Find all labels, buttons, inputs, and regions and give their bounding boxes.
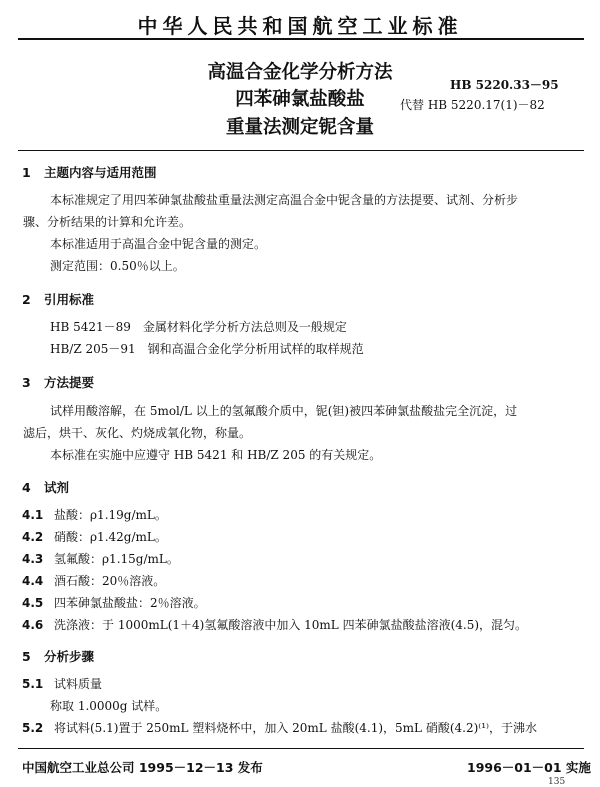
effective-date: 1996－01－01 实施 [467,760,591,775]
item-number: 5.1 [22,677,44,691]
item-number: 5.2 [22,721,44,735]
item-text: 将试料(5.1)置于 250mL 塑料烧杯中，加入 20mL 盐酸(4.1)，5mL 硝酸(4.2)⁽¹⁾，于沸水 [54,721,537,735]
section-title: 主题内容与适用范围 [44,165,157,180]
reference-standard-1: HB 5421－89 金属材料化学分析方法总则及一般规定 [50,320,347,334]
reagent-item [22,528,167,545]
section-number: 1 [22,165,31,180]
section-1-paragraph-1: 本标准规定了用四苯砷氯盐酸盐重量法测定高温合金中铌含量的方法提要、试剂、分析步 [50,193,519,207]
item-text: 硝酸：ρ1.42g/mL。 [54,530,167,544]
section-4-heading [22,478,69,496]
section-1-paragraph-3: 测定范围：0.50％以上。 [50,259,185,273]
section-number: 4 [22,480,31,495]
page-number: 135 [548,777,566,787]
item-number: 4.2 [22,530,44,544]
section-number: 3 [22,375,31,390]
section-number: 5 [22,649,31,664]
section-1-paragraph-2: 本标准适用于高温合金中铌含量的测定。 [50,237,267,251]
item-number: 4.6 [22,618,44,632]
item-number: 4.4 [22,574,44,588]
section-3-heading [22,373,94,391]
reagent-item [22,572,165,589]
header-rule [18,38,584,40]
procedure-item-text: 称取 1.0000g 试样。 [50,699,168,713]
item-text: 酒石酸：20％溶液。 [54,574,166,588]
reagent-item [22,506,167,523]
item-text: 洗涤液：于 1000mL(1＋4)氢氟酸溶液中加入 10mL 四苯砷氯盐酸盐溶液(4.5)，混匀。 [54,618,528,632]
reagent-item [22,550,179,567]
item-number: 4.1 [22,508,44,522]
section-title: 试剂 [44,480,70,495]
section-title: 方法提要 [44,375,95,390]
section-3-paragraph-2: 本标准在实施中应遵守 HB 5421 和 HB/Z 205 的有关规定。 [50,448,382,462]
section-title: 分析步骤 [44,649,95,664]
issuing-body-header: 中华人民共和国航空工业标准 [137,14,463,38]
procedure-item [22,675,102,692]
section-number: 2 [22,292,31,307]
item-text: 氢氟酸：ρ1.15g/mL。 [54,552,179,566]
standard-title-line2: 四苯砷氯盐酸盐 [235,89,365,110]
reagent-item [22,594,206,611]
item-text: 盐酸：ρ1.19g/mL。 [54,508,167,522]
section-2-heading [22,290,94,308]
section-title: 引用标准 [44,292,95,307]
section-5-heading [22,647,94,665]
procedure-item [22,719,537,736]
standard-title-line3: 重量法测定铌含量 [225,117,374,138]
item-text: 四苯砷氯盐酸盐：2％溶液。 [54,596,206,610]
section-1-paragraph-1-cont: 骤、分析结果的计算和允许差。 [23,215,192,229]
section-3-paragraph-1: 试样用酸溶解，在 5mol/L 以上的氢氟酸介质中，铌(钽)被四苯砷氯盐酸盐完全沉淀，过 [50,404,518,418]
item-number: 4.5 [22,596,44,610]
standard-code: HB 5220.33－95 [450,78,559,92]
footer-rule [18,748,584,749]
reference-standard-2: HB/Z 205－91 钢和高温合金化学分析用试样的取样规范 [50,342,364,356]
replaces-standard: 代替 HB 5220.17(1)－82 [400,98,545,112]
issue-info: 中国航空工业总公司 1995－12－13 发布 [22,760,263,775]
item-number: 4.3 [22,552,44,566]
item-title: 试料质量 [54,677,103,691]
standard-title-line1: 高温合金化学分析方法 [207,62,393,83]
reagent-item [22,616,527,633]
section-3-paragraph-1-cont: 滤后，烘干、灰化、灼烧成氧化物，称量。 [23,426,252,440]
title-rule [18,150,584,151]
section-1-heading [22,163,157,181]
